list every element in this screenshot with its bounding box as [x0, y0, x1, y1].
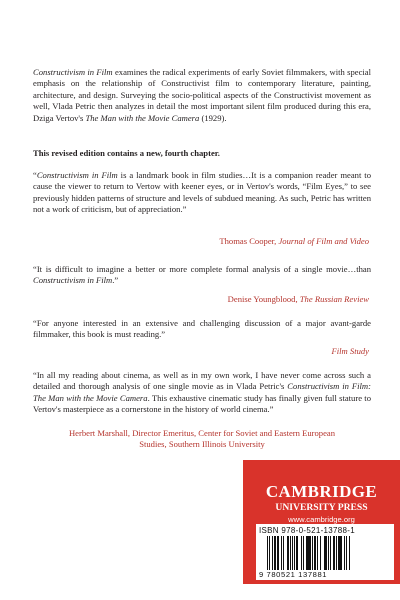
- quote-marshall-title: Constructivism in Film: The Man with the Movie Camera: [33, 381, 371, 403]
- intro-text-2: (1929).: [199, 112, 227, 123]
- quote-cooper-text: is a landmark book in film studies…It is a companion reader meant to cause the viewer to return to Vertow with keener eyes, or in Vertov's words, “Film Eyes,” to see previously hidden patterns of structure and levels of subdued meaning. As such, Petric has written not a work of criticism, but of appreciation.”: [33, 170, 371, 215]
- quote-cooper: [33, 170, 371, 216]
- film-title: The Man with the Movie Camera: [85, 112, 200, 123]
- barcode-digits: 9 780521 137881: [259, 570, 328, 579]
- attribution-youngblood-name: Denise Youngblood,: [227, 294, 300, 304]
- publisher-name: CAMBRIDGE: [265, 482, 378, 501]
- quote-youngblood-text-a: “It is difficult to imagine a better or more complete formal analysis of a single movie…than: [33, 264, 371, 274]
- quote-youngblood-title: Constructivism in Film: [33, 275, 113, 286]
- publisher-press: UNIVERSITY PRESS: [275, 502, 368, 513]
- attribution-cooper-name: Thomas Cooper,: [219, 236, 279, 246]
- barcode-bars: [267, 536, 385, 570]
- attribution-marshall: [33, 428, 371, 451]
- barcode-box: [256, 524, 394, 580]
- quote-youngblood-text-b: .”: [112, 275, 119, 286]
- attribution-film-study: [332, 346, 369, 357]
- attribution-marshall-line-2: Studies, Southern Illinois University: [139, 439, 265, 450]
- quote-marshall: [33, 370, 371, 416]
- book-title: Constructivism in Film: [33, 67, 113, 77]
- barcode-stripe: [349, 536, 350, 570]
- quote-open-mark: “: [33, 170, 37, 180]
- isbn-label: ISBN 978-0-521-13788-1: [259, 526, 355, 535]
- intro-paragraph: [33, 67, 371, 124]
- attribution-cooper: [219, 236, 369, 247]
- attribution-marshall-line-1: Herbert Marshall, Director Emeritus, Center for Soviet and Eastern European: [68, 428, 336, 438]
- attribution-film-study-source: Film Study: [331, 346, 369, 356]
- intro-text-1: examines the radical experiments of early Soviet filmmakers, with special emphasis on the relationship of Constructivist film to contemporary literature, painting, architecture, and design. Surveying the socio-political aspects of the Constructivist movement as well, Vlada Petric then analyzes in detail the most important silent film produced during this era, Dziga Vertov's: [33, 67, 371, 123]
- quote-cooper-title: Constructivism in Film: [36, 170, 118, 180]
- quote-marshall-text-a: “In all my reading about cinema, as well as in my own work, I have never come across such a detailed and thorough analysis of one single movie as in Vlada Petric's: [33, 370, 371, 392]
- attribution-cooper-source: Journal of Film and Video: [278, 236, 369, 246]
- quote-youngblood: [33, 264, 371, 287]
- attribution-youngblood-source: The Russian Review: [299, 294, 369, 304]
- publisher-url: www.cambridge.org: [288, 515, 355, 524]
- edition-note: This revised edition contains a new, fourth chapter.: [33, 148, 220, 158]
- quote-film-study: “For anyone interested in an extensive and challenging discussion of a major avant-garde filmmaker, this book is must reading.”: [33, 318, 371, 340]
- quote-marshall-text-b: . This exhaustive cinematic study has finally given full stature to Vertov's masterpiece as a cornerstone in the history of world cinema.”: [33, 392, 371, 415]
- attribution-youngblood: [228, 294, 369, 305]
